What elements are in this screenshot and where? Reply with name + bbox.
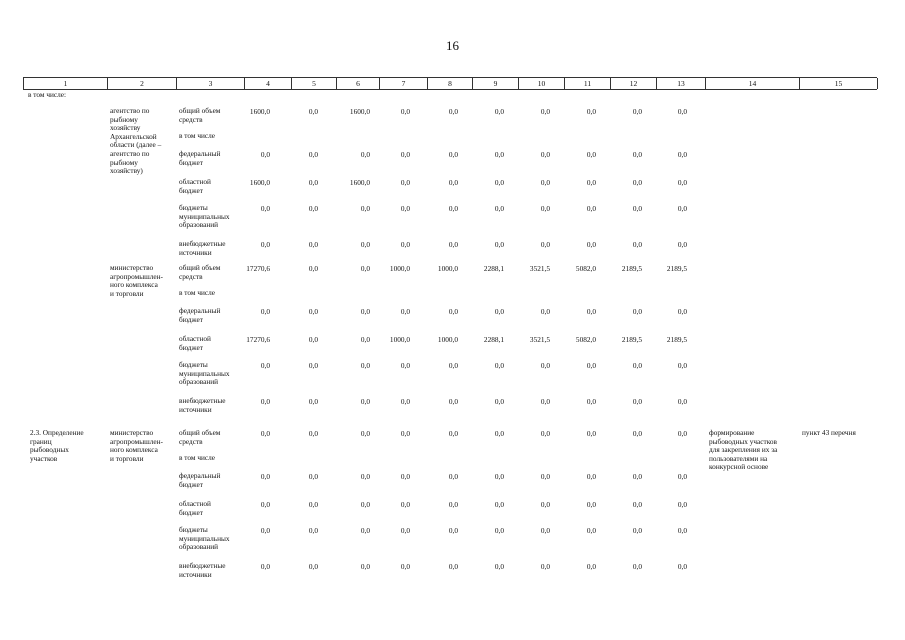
funding-source-label: федеральный <box>179 149 221 158</box>
executor-name: области (далее – <box>110 140 162 150</box>
funding-value: 0,0 <box>400 562 410 571</box>
funding-value: 0,0 <box>677 107 687 116</box>
column-header-2: 2 <box>107 78 176 89</box>
funding-value: 0,0 <box>540 472 550 481</box>
funding-value: 0,0 <box>400 472 410 481</box>
column-header-9: 9 <box>472 78 518 89</box>
funding-value: 0,0 <box>632 178 642 187</box>
funding-value: 0,0 <box>308 307 318 316</box>
funding-source-label: средств <box>179 271 203 281</box>
funding-value: 0,0 <box>400 240 410 249</box>
funding-source-label: внебюджетные <box>179 239 226 248</box>
funding-value: 0,0 <box>540 178 550 187</box>
funding-value: 0,0 <box>677 500 687 509</box>
executor-name: рыбному <box>110 114 138 124</box>
funding-value: 0,0 <box>540 150 550 159</box>
funding-value: 0,0 <box>540 240 550 249</box>
executor-name: и торговли <box>110 288 144 298</box>
funding-value: 0,0 <box>360 335 370 344</box>
funding-value: 0,0 <box>494 178 504 187</box>
column-header-10: 10 <box>518 78 564 89</box>
funding-value: 0,0 <box>540 204 550 213</box>
executor-name: агропромышлен- <box>110 271 163 281</box>
funding-source-label: областной <box>179 177 211 186</box>
funding-value: 0,0 <box>540 526 550 535</box>
funding-value: 0,0 <box>360 150 370 159</box>
column-header-6: 6 <box>336 78 379 89</box>
funding-value: 1000,0 <box>437 335 458 344</box>
funding-value: 0,0 <box>540 429 550 438</box>
funding-source-label: внебюджетные <box>179 396 226 405</box>
measure-name: границ <box>30 436 52 446</box>
funding-value: 0,0 <box>494 500 504 509</box>
funding-value: 0,0 <box>400 500 410 509</box>
funding-source-label: бюджет <box>179 314 203 324</box>
funding-value: 0,0 <box>400 107 410 116</box>
column-header-14: 14 <box>705 78 799 89</box>
funding-value: 1600,0 <box>249 107 270 116</box>
funding-value: 0,0 <box>632 397 642 406</box>
funding-value: 2189,5 <box>666 335 687 344</box>
funding-value: 0,0 <box>260 204 270 213</box>
funding-source-label: источники <box>179 569 212 579</box>
funding-value: 0,0 <box>308 335 318 344</box>
funding-value: 0,0 <box>632 562 642 571</box>
funding-value: 2189,5 <box>621 264 642 273</box>
column-header-12: 12 <box>610 78 656 89</box>
page-number: 16 <box>446 38 459 53</box>
funding-value: 0,0 <box>494 397 504 406</box>
funding-value: 0,0 <box>540 107 550 116</box>
funding-value: 0,0 <box>586 429 596 438</box>
funding-value: 5082,0 <box>575 335 596 344</box>
funding-value: 0,0 <box>400 178 410 187</box>
funding-value: 0,0 <box>632 472 642 481</box>
funding-value: 1000,0 <box>389 335 410 344</box>
funding-source-label: источники <box>179 404 212 414</box>
funding-value: 0,0 <box>677 397 687 406</box>
funding-value: 0,0 <box>448 204 458 213</box>
funding-value: 0,0 <box>632 204 642 213</box>
funding-value: 0,0 <box>632 361 642 370</box>
funding-source-label: бюджет <box>179 479 203 489</box>
funding-source-label: бюджет <box>179 157 203 167</box>
funding-value: 0,0 <box>448 526 458 535</box>
funding-value: 0,0 <box>677 150 687 159</box>
funding-value: 0,0 <box>540 307 550 316</box>
funding-source-label: муниципальных <box>179 211 230 221</box>
column-header-11: 11 <box>564 78 610 89</box>
funding-value: 0,0 <box>540 500 550 509</box>
funding-value: 0,0 <box>448 361 458 370</box>
funding-value: 1000,0 <box>437 264 458 273</box>
funding-value: 0,0 <box>677 361 687 370</box>
executor-name: ного комплекса <box>110 280 158 290</box>
funding-value: 0,0 <box>540 361 550 370</box>
funding-value: 2288,1 <box>483 335 504 344</box>
funding-value: 0,0 <box>677 472 687 481</box>
executor-name: ного комплекса <box>110 445 158 455</box>
funding-value: 0,0 <box>260 307 270 316</box>
column-header-8: 8 <box>427 78 472 89</box>
funding-value: 0,0 <box>494 562 504 571</box>
funding-value: 0,0 <box>308 429 318 438</box>
funding-value: 0,0 <box>260 429 270 438</box>
funding-source-label: областной <box>179 334 211 343</box>
funding-value: 0,0 <box>400 526 410 535</box>
funding-source-label: бюджет <box>179 507 203 517</box>
funding-value: 0,0 <box>400 307 410 316</box>
funding-value: 0,0 <box>360 562 370 571</box>
funding-value: 0,0 <box>494 472 504 481</box>
executor-name: рыбному <box>110 157 138 167</box>
funding-value: 0,0 <box>586 397 596 406</box>
funding-value: 0,0 <box>586 240 596 249</box>
funding-source-label: муниципальных <box>179 368 230 378</box>
funding-value: 0,0 <box>448 500 458 509</box>
funding-value: 0,0 <box>494 429 504 438</box>
funding-value: 0,0 <box>448 429 458 438</box>
funding-value: 3521,5 <box>529 335 550 344</box>
funding-value: 0,0 <box>360 526 370 535</box>
funding-source-label: общий объем <box>179 428 221 437</box>
funding-value: 0,0 <box>400 361 410 370</box>
funding-source-label: средств <box>179 436 203 446</box>
funding-value: 1600,0 <box>249 178 270 187</box>
funding-value: 0,0 <box>677 429 687 438</box>
column-header-3: 3 <box>176 78 244 89</box>
funding-value: 0,0 <box>400 429 410 438</box>
funding-value: 0,0 <box>586 178 596 187</box>
funding-source-label: образований <box>179 377 219 387</box>
funding-value: 0,0 <box>308 204 318 213</box>
funding-value: 0,0 <box>494 526 504 535</box>
funding-value: 0,0 <box>540 562 550 571</box>
funding-source-label: средств <box>179 114 203 124</box>
column-header-row <box>23 77 877 90</box>
measure-name: участков <box>30 453 58 463</box>
funding-value: 0,0 <box>632 240 642 249</box>
funding-value: 0,0 <box>448 240 458 249</box>
column-header-5: 5 <box>291 78 336 89</box>
funding-source-label: федеральный <box>179 306 221 315</box>
funding-source-label: бюджет <box>179 185 203 195</box>
funding-value: 0,0 <box>260 361 270 370</box>
funding-value: 2288,1 <box>483 264 504 273</box>
funding-value: 0,0 <box>494 107 504 116</box>
funding-source-label: общий объем <box>179 263 221 272</box>
funding-value: 0,0 <box>260 397 270 406</box>
funding-value: 0,0 <box>308 264 318 273</box>
funding-value: 0,0 <box>400 204 410 213</box>
funding-source-label: в том числе <box>179 453 216 462</box>
funding-value: 17270,6 <box>246 264 270 273</box>
funding-value: 1600,0 <box>349 178 370 187</box>
funding-value: 0,0 <box>677 307 687 316</box>
funding-value: 0,0 <box>586 500 596 509</box>
measure-name: 2.3. Определение <box>30 428 84 437</box>
expected-result: пользователями на <box>709 453 768 463</box>
funding-value: 0,0 <box>632 500 642 509</box>
funding-source-label: бюджеты <box>179 203 208 212</box>
funding-value: 0,0 <box>677 562 687 571</box>
funding-value: 0,0 <box>540 397 550 406</box>
funding-value: 0,0 <box>360 429 370 438</box>
funding-value: 1600,0 <box>349 107 370 116</box>
funding-value: 0,0 <box>308 500 318 509</box>
funding-value: 0,0 <box>260 526 270 535</box>
funding-value: 0,0 <box>586 472 596 481</box>
funding-value: 0,0 <box>586 204 596 213</box>
funding-value: 0,0 <box>360 361 370 370</box>
funding-source-label: в том числе <box>179 288 216 297</box>
funding-value: 0,0 <box>494 150 504 159</box>
executor-name: министерство <box>110 263 154 272</box>
executor-name: агентство по <box>110 149 150 158</box>
column-header-15: 15 <box>799 78 878 89</box>
funding-value: 0,0 <box>260 150 270 159</box>
funding-value: 0,0 <box>308 240 318 249</box>
funding-value: 0,0 <box>448 107 458 116</box>
funding-source-label: источники <box>179 247 212 257</box>
expected-result: рыбоводных участков <box>709 436 777 446</box>
funding-value: 0,0 <box>632 307 642 316</box>
funding-value: 0,0 <box>360 264 370 273</box>
funding-value: 0,0 <box>677 204 687 213</box>
funding-source-label: общий объем <box>179 106 221 115</box>
funding-source-label: областной <box>179 499 211 508</box>
executor-name: и торговли <box>110 453 144 463</box>
funding-value: 2189,5 <box>621 335 642 344</box>
funding-value: 0,0 <box>448 562 458 571</box>
funding-value: 0,0 <box>677 526 687 535</box>
funding-value: 0,0 <box>360 472 370 481</box>
funding-value: 0,0 <box>360 397 370 406</box>
funding-value: 0,0 <box>632 150 642 159</box>
funding-value: 0,0 <box>586 361 596 370</box>
column-header-7: 7 <box>379 78 427 89</box>
funding-value: 5082,0 <box>575 264 596 273</box>
funding-value: 0,0 <box>308 472 318 481</box>
expected-result: формирование <box>709 428 755 437</box>
funding-value: 17270,6 <box>246 335 270 344</box>
funding-source-label: бюджеты <box>179 360 208 369</box>
funding-value: 0,0 <box>586 526 596 535</box>
measure-name: рыбоводных <box>30 445 69 455</box>
funding-value: 0,0 <box>308 562 318 571</box>
funding-value: 0,0 <box>260 562 270 571</box>
expected-result: для закрепления их за <box>709 445 778 455</box>
funding-value: 0,0 <box>360 240 370 249</box>
funding-value: 0,0 <box>308 150 318 159</box>
funding-value: 0,0 <box>677 240 687 249</box>
funding-value: 0,0 <box>308 178 318 187</box>
funding-value: 0,0 <box>632 526 642 535</box>
funding-value: 0,0 <box>260 472 270 481</box>
executor-name: министерство <box>110 428 154 437</box>
funding-value: 0,0 <box>586 107 596 116</box>
funding-value: 0,0 <box>360 500 370 509</box>
funding-value: 0,0 <box>448 472 458 481</box>
funding-value: 0,0 <box>308 107 318 116</box>
funding-source-label: в том числе <box>179 131 216 140</box>
funding-value: 0,0 <box>448 178 458 187</box>
column-header-4: 4 <box>244 78 291 89</box>
funding-value: 0,0 <box>260 240 270 249</box>
executor-name: Архангельской <box>110 131 157 141</box>
funding-value: 3521,5 <box>529 264 550 273</box>
funding-value: 0,0 <box>308 361 318 370</box>
funding-value: 0,0 <box>400 150 410 159</box>
executor-name: агропромышлен- <box>110 436 163 446</box>
funding-value: 0,0 <box>260 500 270 509</box>
funding-value: 0,0 <box>308 526 318 535</box>
column-header-13: 13 <box>656 78 705 89</box>
funding-source-label: образований <box>179 220 219 230</box>
funding-value: 0,0 <box>448 397 458 406</box>
funding-value: 0,0 <box>586 150 596 159</box>
expected-result: конкурсной основе <box>709 462 769 472</box>
funding-source-label: образований <box>179 542 219 552</box>
funding-value: 0,0 <box>632 107 642 116</box>
funding-value: 0,0 <box>586 307 596 316</box>
funding-value: 0,0 <box>494 361 504 370</box>
funding-value: 0,0 <box>360 204 370 213</box>
executor-name: хозяйству) <box>110 166 143 176</box>
funding-value: 0,0 <box>494 240 504 249</box>
funding-source-label: бюджеты <box>179 525 208 534</box>
column-header-1: 1 <box>23 78 107 89</box>
funding-value: 0,0 <box>632 429 642 438</box>
funding-value: 1000,0 <box>389 264 410 273</box>
funding-value: 0,0 <box>494 307 504 316</box>
executor-name: агентство по <box>110 106 150 115</box>
funding-value: 0,0 <box>586 562 596 571</box>
funding-value: 0,0 <box>448 307 458 316</box>
funding-value: 0,0 <box>400 397 410 406</box>
funding-value: 0,0 <box>448 150 458 159</box>
funding-source-label: федеральный <box>179 471 221 480</box>
funding-value: 0,0 <box>308 397 318 406</box>
funding-source-label: внебюджетные <box>179 561 226 570</box>
funding-value: 0,0 <box>677 178 687 187</box>
funding-source-label: бюджет <box>179 342 203 352</box>
funding-source-label: муниципальных <box>179 533 230 543</box>
funding-value: 2189,5 <box>666 264 687 273</box>
funding-value: 0,0 <box>360 307 370 316</box>
executor-name: хозяйству <box>110 123 141 133</box>
intro-text: в том числе: <box>28 90 67 99</box>
funding-value: 0,0 <box>494 204 504 213</box>
reference-text: пункт 43 перечня <box>802 428 856 437</box>
